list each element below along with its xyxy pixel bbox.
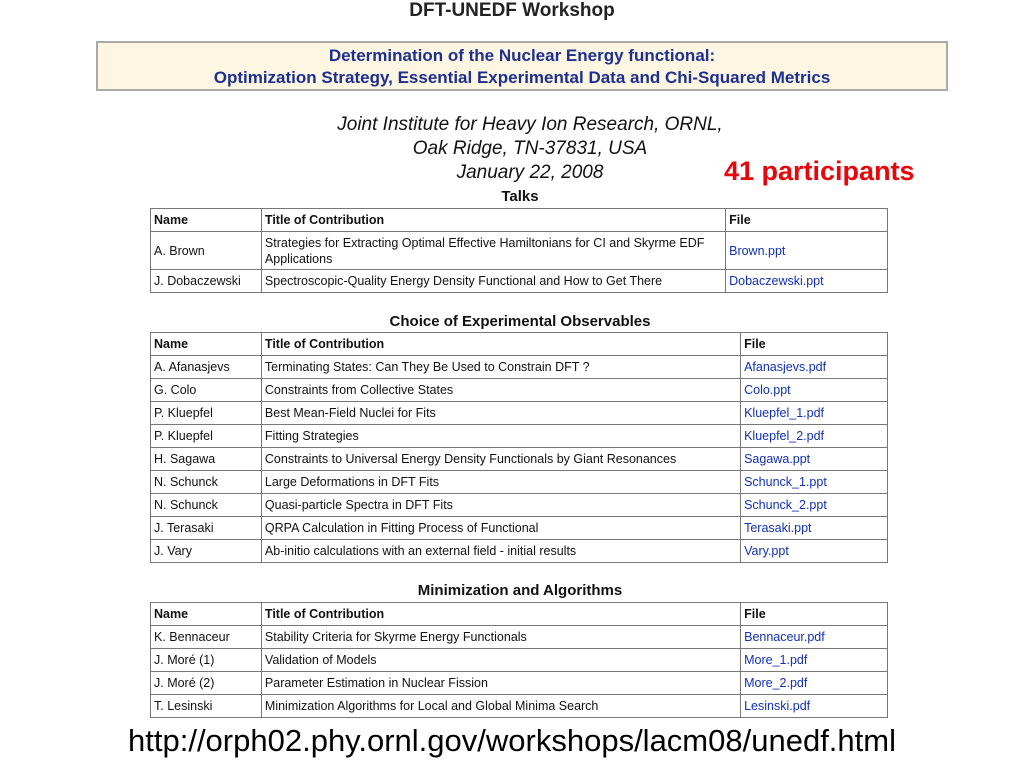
workshop-title: DFT-UNEDF Workshop — [409, 0, 615, 21]
contribution-title: Strategies for Extracting Optimal Effective Hamiltonians for CI and Skyrme EDF Applications — [261, 232, 725, 270]
author-name: A. Brown — [151, 232, 262, 270]
file-link[interactable]: Schunck_1.ppt — [741, 471, 888, 494]
header-title: Title of Contribution — [261, 333, 740, 356]
section-title-talks: Talks — [501, 188, 539, 205]
author-name: J. Terasaki — [151, 517, 262, 540]
observables-table — [150, 332, 888, 563]
header-file: File — [741, 603, 888, 626]
venue-location: Oak Ridge, TN-37831, USA — [412, 138, 648, 159]
contribution-title: Constraints to Universal Energy Density Functionals by Giant Resonances — [261, 448, 740, 471]
header-title: Title of Contribution — [261, 209, 725, 232]
participants-count: 41 participants — [724, 156, 915, 186]
table-row — [151, 425, 888, 448]
header-file: File — [726, 209, 888, 232]
author-name: P. Kluepfel — [151, 425, 262, 448]
workshop-url[interactable]: http://orph02.phy.ornl.gov/workshops/lacm08/unedf.html — [128, 723, 896, 758]
table-row — [151, 626, 888, 649]
table-row — [151, 270, 888, 293]
table-row — [151, 379, 888, 402]
author-name: J. Vary — [151, 540, 262, 563]
table-header-row — [151, 333, 888, 356]
author-name: K. Bennaceur — [151, 626, 262, 649]
contribution-title: Minimization Algorithms for Local and Global Minima Search — [261, 695, 740, 718]
author-name: N. Schunck — [151, 471, 262, 494]
contribution-title: Stability Criteria for Skyrme Energy Functionals — [261, 626, 740, 649]
contribution-title: QRPA Calculation in Fitting Process of Functional — [261, 517, 740, 540]
file-link[interactable]: Afanasjevs.pdf — [741, 356, 888, 379]
contribution-title: Large Deformations in DFT Fits — [261, 471, 740, 494]
table-row — [151, 471, 888, 494]
file-link[interactable]: Bennaceur.pdf — [741, 626, 888, 649]
header-name: Name — [151, 603, 262, 626]
table-row — [151, 649, 888, 672]
file-link[interactable]: Colo.ppt — [741, 379, 888, 402]
author-name: J. Moré (2) — [151, 672, 262, 695]
file-link[interactable]: Terasaki.ppt — [741, 517, 888, 540]
file-link[interactable]: Sagawa.ppt — [741, 448, 888, 471]
author-name: A. Afanasjevs — [151, 356, 262, 379]
contribution-title: Terminating States: Can They Be Used to Constrain DFT ? — [261, 356, 740, 379]
author-name: H. Sagawa — [151, 448, 262, 471]
header-name: Name — [151, 209, 262, 232]
minimization-table — [150, 602, 888, 718]
banner-line-2: Optimization Strategy, Essential Experimental Data and Chi-Squared Metrics — [213, 68, 831, 87]
header-title: Title of Contribution — [261, 603, 740, 626]
author-name: N. Schunck — [151, 494, 262, 517]
table-header-row — [151, 603, 888, 626]
table-row — [151, 232, 888, 270]
section-title-minimization: Minimization and Algorithms — [417, 582, 623, 599]
file-link[interactable]: More_2.pdf — [741, 672, 888, 695]
file-link[interactable]: Brown.ppt — [726, 232, 888, 270]
workshop-banner — [96, 41, 948, 91]
table-row — [151, 494, 888, 517]
table-row — [151, 517, 888, 540]
venue-institute: Joint Institute for Heavy Ion Research, ORNL, — [337, 114, 723, 135]
table-row — [151, 672, 888, 695]
author-name: T. Lesinski — [151, 695, 262, 718]
file-link[interactable]: Kluepfel_2.pdf — [741, 425, 888, 448]
table-row — [151, 356, 888, 379]
file-link[interactable]: Vary.ppt — [741, 540, 888, 563]
file-link[interactable]: Schunck_2.ppt — [741, 494, 888, 517]
table-header-row — [151, 209, 888, 232]
section-title-observables: Choice of Experimental Observables — [389, 313, 651, 330]
banner-line-1: Determination of the Nuclear Energy functional: — [328, 46, 716, 65]
venue-date: January 22, 2008 — [456, 162, 604, 183]
author-name: J. Moré (1) — [151, 649, 262, 672]
header-name: Name — [151, 333, 262, 356]
contribution-title: Best Mean-Field Nuclei for Fits — [261, 402, 740, 425]
contribution-title: Quasi-particle Spectra in DFT Fits — [261, 494, 740, 517]
author-name: J. Dobaczewski — [151, 270, 262, 293]
venue-block — [260, 113, 800, 185]
talks-table — [150, 208, 888, 293]
header-file: File — [741, 333, 888, 356]
contribution-title: Validation of Models — [261, 649, 740, 672]
contribution-title: Ab-initio calculations with an external field - initial results — [261, 540, 740, 563]
author-name: P. Kluepfel — [151, 402, 262, 425]
file-link[interactable]: Lesinski.pdf — [741, 695, 888, 718]
file-link[interactable]: Dobaczewski.ppt — [726, 270, 888, 293]
table-row — [151, 695, 888, 718]
file-link[interactable]: More_1.pdf — [741, 649, 888, 672]
contribution-title: Spectroscopic-Quality Energy Density Functional and How to Get There — [261, 270, 725, 293]
contribution-title: Parameter Estimation in Nuclear Fission — [261, 672, 740, 695]
author-name: G. Colo — [151, 379, 262, 402]
file-link[interactable]: Kluepfel_1.pdf — [741, 402, 888, 425]
contribution-title: Fitting Strategies — [261, 425, 740, 448]
table-row — [151, 540, 888, 563]
contribution-title: Constraints from Collective States — [261, 379, 740, 402]
table-row — [151, 448, 888, 471]
table-row — [151, 402, 888, 425]
